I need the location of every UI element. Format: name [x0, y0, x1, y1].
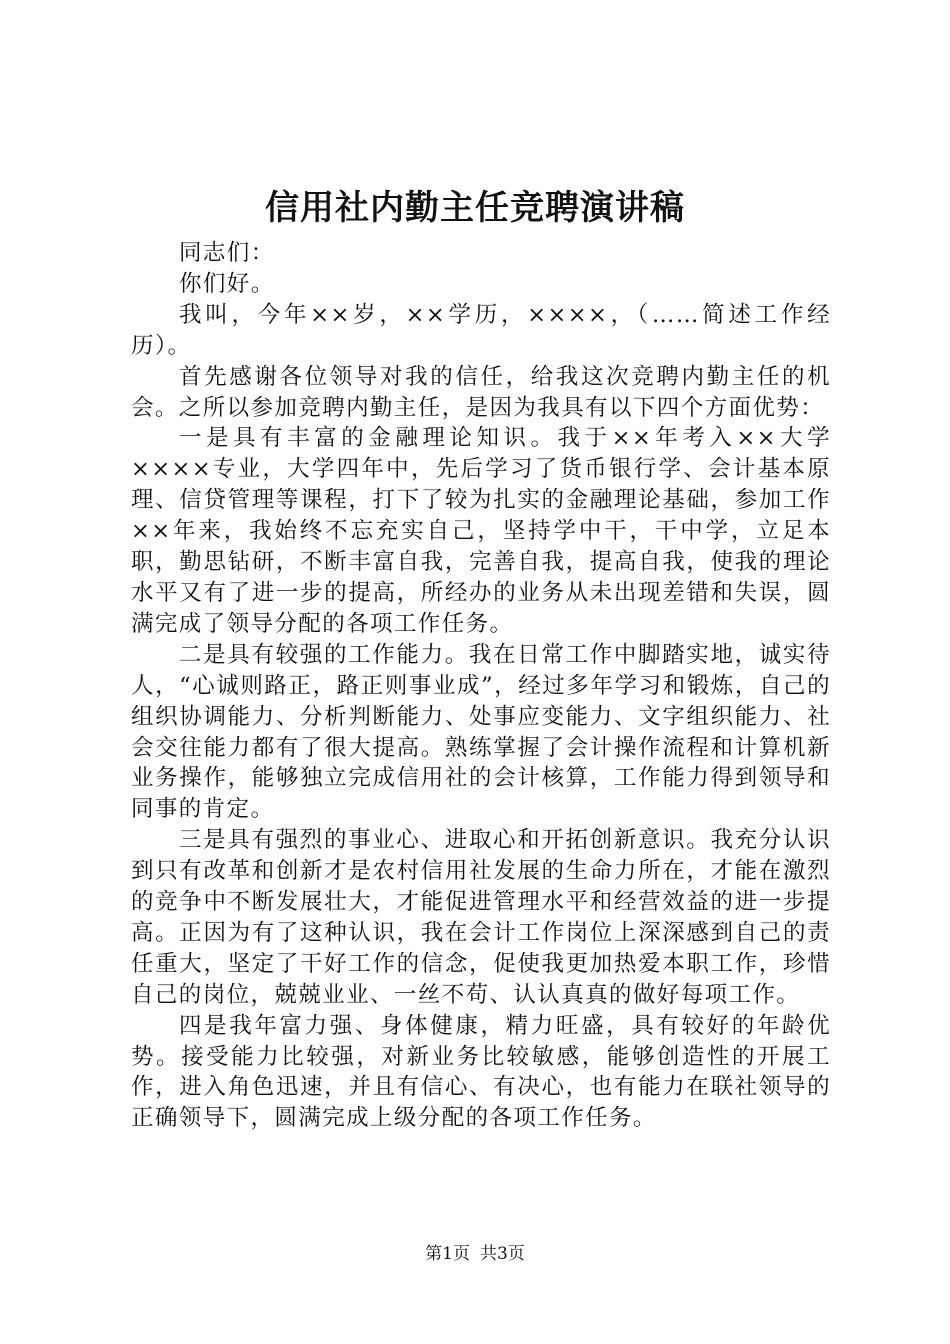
- page-footer: [0, 1242, 950, 1266]
- paragraph-advantage-four: 四是我年富力强、身体健康，精力旺盛，具有较好的年龄优势。接受能力比较强，对新业务比较敏感，能够创造性的开展工作，进入角色迅速，并且有信心、有决心，也有能力在联社领导的正确领导下，圆满完成上级分配的各项工作任务。: [131, 1012, 831, 1132]
- document-title: 信用社内勤主任竞聘演讲稿: [265, 188, 685, 228]
- paragraph-advantage-two: 二是具有较强的工作能力。我在日常工作中脚踏实地，诚实待人，“心诚则路正，路正则事业成”，经过多年学习和锻炼，自己的组织协调能力、分析判断能力、处事应变能力、文字组织能力、社会交往能力都有了很大提高。熟练掌握了会计操作流程和计算机新业务操作，能够独立完成信用社的会计核算，工作能力得到领导和同事的肯定。: [131, 641, 831, 823]
- paragraph-advantage-one: 一是具有丰富的金融理论知识。我于××年考入××大学××××专业，大学四年中，先后学习了货币银行学、会计基本原理、信贷管理等课程，打下了较为扎实的金融理论基础，参加工作××年来，我始终不忘充实自己，坚持学中干，干中学，立足本职，勤思钻研，不断丰富自我，完善自我，提高自我，使我的理论水平又有了进一步的提高，所经办的业务从未出现差错和失误，圆满完成了领导分配的各项工作任务。: [131, 425, 831, 637]
- page-number: 第1页: [425, 1244, 470, 1264]
- paragraph-advantage-three: 三是具有强烈的事业心、进取心和开拓创新意识。我充分认识到只有改革和创新才是农村信用社发展的生命力所在，才能在激烈的竞争中不断发展壮大，才能促进管理水平和经营效益的进一步提高。正因为有了这种认识，我在会计工作岗位上深深感到自己的责任重大，坚定了干好工作的信念，促使我更加热爱本职工作，珍惜自己的岗位，兢兢业业、一丝不苟、认认真真的做好每项工作。: [131, 827, 831, 1008]
- paragraph-greeting: 你们好。: [179, 270, 275, 297]
- paragraph-salutation: 同志们：: [179, 240, 275, 266]
- paragraph-introduction: 我叫，今年××岁，××学历，××××，（……简述工作经历）。: [131, 301, 831, 359]
- page-total: 共3页: [480, 1244, 525, 1264]
- paragraph-thanks: 首先感谢各位领导对我的信任，给我这次竞聘内勤主任的机会。之所以参加竞聘内勤主任，是因为我具有以下四个方面优势：: [131, 363, 831, 421]
- document-body: [131, 238, 831, 1134]
